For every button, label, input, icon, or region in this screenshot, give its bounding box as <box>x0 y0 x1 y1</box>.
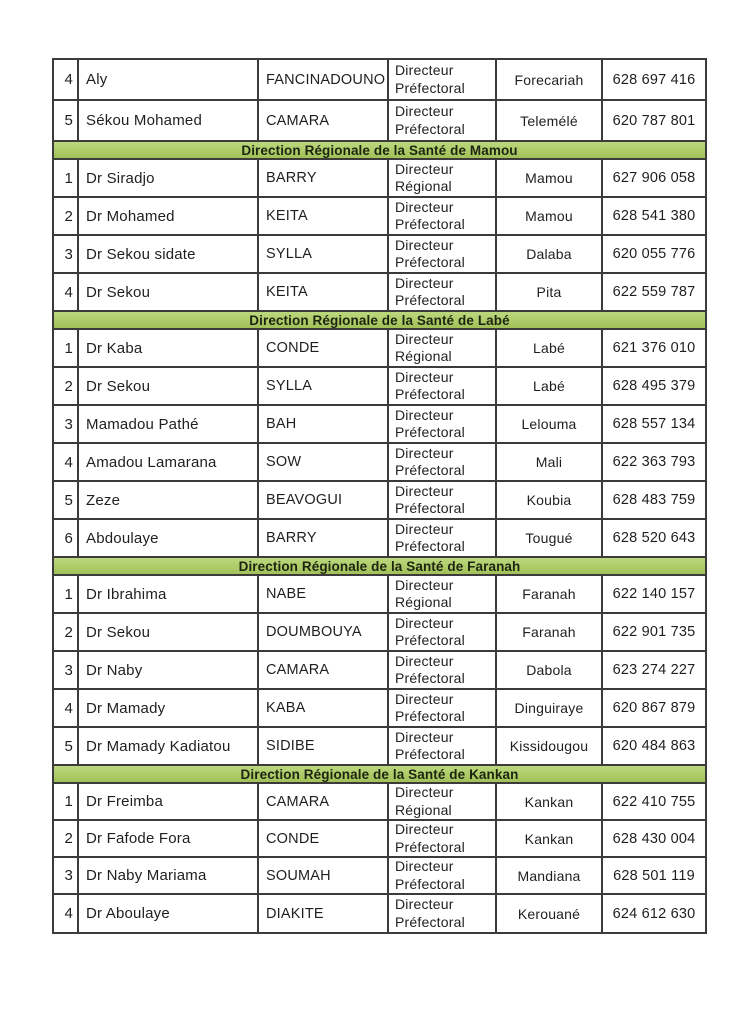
last-name-cell: NABE <box>259 576 389 612</box>
phone-cell: 628 541 380 <box>612 208 696 224</box>
title-cell: Directeur Préfectoral <box>389 60 497 99</box>
row-number-cell: 4 <box>54 444 79 480</box>
row-number-cell: 6 <box>54 520 79 556</box>
last-name-cell: KABA <box>259 690 389 726</box>
first-name-cell: Dr Naby <box>79 652 259 688</box>
row-number-cell: 3 <box>54 406 79 442</box>
title-cell: Directeur Préfectoral <box>389 690 497 726</box>
table-row <box>54 690 705 728</box>
phone-cell: 628 430 004 <box>612 830 696 847</box>
phone-cell: 620 867 879 <box>612 700 696 716</box>
location-cell: Mamou <box>497 160 603 196</box>
last-name-cell: DIAKITE <box>259 895 389 932</box>
row-number-cell: 2 <box>54 198 79 234</box>
row-number-cell: 4 <box>54 690 79 726</box>
title-cell: Directeur Préfectoral <box>389 406 497 442</box>
row-number-cell: 4 <box>54 274 79 310</box>
row-number-cell: 2 <box>54 821 79 856</box>
row-number-cell: 3 <box>54 652 79 688</box>
table-row <box>54 652 705 690</box>
location-cell: Telemélé <box>497 101 603 140</box>
table-row <box>54 101 705 142</box>
first-name-cell: Dr Mamady <box>79 690 259 726</box>
title-cell: Directeur Préfectoral <box>389 652 497 688</box>
section-header: Direction Régionale de la Santé de Mamou <box>54 142 705 160</box>
table-row <box>54 330 705 368</box>
first-name-cell: Abdoulaye <box>79 520 259 556</box>
last-name-cell: CONDE <box>259 330 389 366</box>
title-cell: Directeur Préfectoral <box>389 368 497 404</box>
table-row <box>54 895 705 932</box>
last-name-cell: SYLLA <box>259 368 389 404</box>
table-row <box>54 444 705 482</box>
title-cell: Directeur Préfectoral <box>389 444 497 480</box>
title-cell: Directeur Préfectoral <box>389 198 497 234</box>
row-number-cell: 1 <box>54 784 79 819</box>
last-name-cell: KEITA <box>259 274 389 310</box>
location-cell: Tougué <box>497 520 603 556</box>
first-name-cell: Dr Ibrahima <box>79 576 259 612</box>
first-name-cell: Dr Aboulaye <box>79 895 259 932</box>
phone-cell: 627 906 058 <box>612 170 696 186</box>
last-name-cell: CAMARA <box>259 101 389 140</box>
phone-cell: 622 559 787 <box>612 284 696 300</box>
first-name-cell: Dr Mohamed <box>79 198 259 234</box>
table-section <box>54 312 705 558</box>
location-cell: Kankan <box>497 784 603 819</box>
first-name-cell: Amadou Lamarana <box>79 444 259 480</box>
table-row <box>54 520 705 558</box>
location-cell: Kankan <box>497 821 603 856</box>
row-number-cell: 4 <box>54 895 79 932</box>
table-section <box>54 60 705 142</box>
section-header: Direction Régionale de la Santé de Faranah <box>54 558 705 576</box>
last-name-cell: CONDE <box>259 821 389 856</box>
last-name-cell: DOUMBOUYA <box>259 614 389 650</box>
location-cell: Dabola <box>497 652 603 688</box>
first-name-cell: Dr Sekou sidate <box>79 236 259 272</box>
last-name-cell: CAMARA <box>259 784 389 819</box>
title-cell: Directeur Préfectoral <box>389 482 497 518</box>
table-row <box>54 274 705 312</box>
row-number-cell: 2 <box>54 368 79 404</box>
location-cell: Dinguiraye <box>497 690 603 726</box>
table-section <box>54 558 705 766</box>
row-number-cell: 1 <box>54 330 79 366</box>
location-cell: Faranah <box>497 576 603 612</box>
title-cell: Directeur Préfectoral <box>389 821 497 856</box>
title-cell: Directeur Préfectoral <box>389 101 497 140</box>
phone-cell: 622 363 793 <box>612 454 696 470</box>
table-row <box>54 160 705 198</box>
last-name-cell: CAMARA <box>259 652 389 688</box>
last-name-cell: BAH <box>259 406 389 442</box>
section-header: Direction Régionale de la Santé de Labé <box>54 312 705 330</box>
table-row <box>54 236 705 274</box>
row-number-cell: 5 <box>54 482 79 518</box>
title-cell: Directeur Préfectoral <box>389 614 497 650</box>
location-cell: Kissidougou <box>497 728 603 764</box>
phone-cell: 622 140 157 <box>612 586 696 602</box>
table-row <box>54 482 705 520</box>
location-cell: Labé <box>497 368 603 404</box>
first-name-cell: Mamadou Pathé <box>79 406 259 442</box>
table-row <box>54 198 705 236</box>
title-cell: Directeur Préfectoral <box>389 274 497 310</box>
table-row <box>54 728 705 766</box>
table-row <box>54 784 705 821</box>
title-cell: Directeur Préfectoral <box>389 520 497 556</box>
table-row <box>54 368 705 406</box>
table-row <box>54 406 705 444</box>
table-row <box>54 60 705 101</box>
phone-cell: 623 274 227 <box>612 662 696 678</box>
location-cell: Mamou <box>497 198 603 234</box>
table-section <box>54 766 705 932</box>
last-name-cell: KEITA <box>259 198 389 234</box>
phone-cell: 628 501 119 <box>613 867 695 884</box>
location-cell: Faranah <box>497 614 603 650</box>
first-name-cell: Dr Naby Mariama <box>79 858 259 893</box>
title-cell: Directeur Régional <box>389 784 497 819</box>
first-name-cell: Dr Freimba <box>79 784 259 819</box>
location-cell: Mali <box>497 444 603 480</box>
first-name-cell: Aly <box>79 60 259 99</box>
first-name-cell: Dr Kaba <box>79 330 259 366</box>
row-number-cell: 3 <box>54 236 79 272</box>
title-cell: Directeur Régional <box>389 576 497 612</box>
title-cell: Directeur Préfectoral <box>389 728 497 764</box>
last-name-cell: BARRY <box>259 520 389 556</box>
row-number-cell: 5 <box>54 728 79 764</box>
first-name-cell: Zeze <box>79 482 259 518</box>
phone-cell: 622 410 755 <box>612 793 696 810</box>
first-name-cell: Dr Sekou <box>79 274 259 310</box>
last-name-cell: BEAVOGUI <box>259 482 389 518</box>
location-cell: Kerouané <box>497 895 603 932</box>
first-name-cell: Dr Sekou <box>79 614 259 650</box>
phone-cell: 628 697 416 <box>612 71 696 88</box>
table-row <box>54 614 705 652</box>
row-number-cell: 1 <box>54 576 79 612</box>
directory-table <box>52 58 707 934</box>
last-name-cell: BARRY <box>259 160 389 196</box>
row-number-cell: 1 <box>54 160 79 196</box>
last-name-cell: SOW <box>259 444 389 480</box>
first-name-cell: Dr Fafode Fora <box>79 821 259 856</box>
table-section <box>54 142 705 312</box>
phone-cell: 628 557 134 <box>612 416 696 432</box>
location-cell: Lelouma <box>497 406 603 442</box>
row-number-cell: 4 <box>54 60 79 99</box>
row-number-cell: 2 <box>54 614 79 650</box>
phone-cell: 628 495 379 <box>612 378 696 394</box>
title-cell: Directeur Préfectoral <box>389 236 497 272</box>
first-name-cell: Sékou Mohamed <box>79 101 259 140</box>
row-number-cell: 3 <box>54 858 79 893</box>
location-cell: Koubia <box>497 482 603 518</box>
last-name-cell: FANCINADOUNO <box>259 60 389 99</box>
table-row <box>54 576 705 614</box>
last-name-cell: SIDIBE <box>259 728 389 764</box>
last-name-cell: SYLLA <box>259 236 389 272</box>
title-cell: Directeur Préfectoral <box>389 895 497 932</box>
location-cell: Pita <box>497 274 603 310</box>
location-cell: Labé <box>497 330 603 366</box>
phone-cell: 624 612 630 <box>612 905 696 922</box>
last-name-cell: SOUMAH <box>259 858 389 893</box>
location-cell: Mandiana <box>497 858 603 893</box>
first-name-cell: Dr Sekou <box>79 368 259 404</box>
row-number-cell: 5 <box>54 101 79 140</box>
phone-cell: 622 901 735 <box>612 624 696 640</box>
phone-cell: 628 520 643 <box>612 530 696 546</box>
title-cell: Directeur Préfectoral <box>389 858 497 893</box>
location-cell: Forecariah <box>497 60 603 99</box>
title-cell: Directeur Régional <box>389 330 497 366</box>
table-row <box>54 821 705 858</box>
first-name-cell: Dr Siradjo <box>79 160 259 196</box>
section-header: Direction Régionale de la Santé de Kankan <box>54 766 705 784</box>
title-cell: Directeur Régional <box>389 160 497 196</box>
phone-cell: 620 484 863 <box>612 738 696 754</box>
phone-cell: 621 376 010 <box>612 340 696 356</box>
table-row <box>54 858 705 895</box>
phone-cell: 628 483 759 <box>612 492 696 508</box>
first-name-cell: Dr Mamady Kadiatou <box>79 728 259 764</box>
phone-cell: 620 787 801 <box>612 112 696 129</box>
location-cell: Dalaba <box>497 236 603 272</box>
phone-cell: 620 055 776 <box>612 246 696 262</box>
